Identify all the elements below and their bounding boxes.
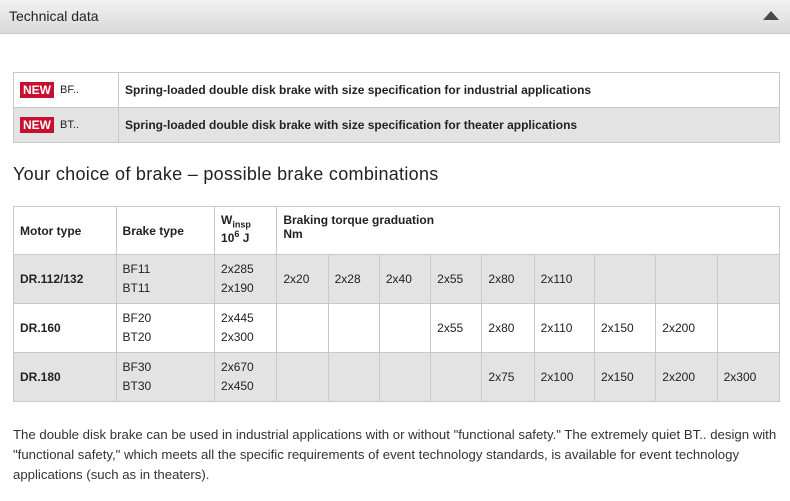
motor-type-cell: DR.160 xyxy=(14,304,117,353)
panel-title: Technical data xyxy=(9,8,99,24)
brake-model-row xyxy=(14,108,780,143)
torque-cell: 2x55 xyxy=(431,304,482,353)
brake-description: Spring-loaded double disk brake with size specification for theater applications xyxy=(119,108,780,143)
new-badge: NEW xyxy=(20,82,54,98)
torque-cell xyxy=(277,353,328,402)
table-row xyxy=(14,304,780,353)
description-note: The double disk brake can be used in industrial applications with or without "functional safety." The extremely quiet BT.. design with "functional safety," which meets all the specific requirements of event technology standards, is available for event technology applications (such as in theaters). xyxy=(13,427,777,482)
torque-cell: 2x200 xyxy=(656,353,717,402)
torque-cell xyxy=(594,255,655,304)
chevron-up-icon[interactable] xyxy=(763,11,779,20)
table-header-row xyxy=(14,207,780,255)
brake-type-cell: BF30 BT30 xyxy=(116,353,215,402)
torque-cell: 2x55 xyxy=(431,255,482,304)
brake-model-row xyxy=(14,73,780,108)
header-torque-graduation: Braking torque graduation Nm xyxy=(277,207,780,255)
brake-description: Spring-loaded double disk brake with size specification for industrial applications xyxy=(119,73,780,108)
torque-cell: 2x20 xyxy=(277,255,328,304)
torque-cell: 2x110 xyxy=(534,255,594,304)
torque-cell xyxy=(717,304,779,353)
brake-code-cell xyxy=(14,108,119,143)
brake-type-cell: BF11 BT11 xyxy=(116,255,215,304)
torque-cell xyxy=(717,255,779,304)
header-motor-type: Motor type xyxy=(14,207,117,255)
torque-cell: 2x75 xyxy=(482,353,534,402)
winsp-cell: 2x670 2x450 xyxy=(215,353,277,402)
torque-cell: 2x150 xyxy=(594,353,655,402)
torque-cell xyxy=(328,353,379,402)
brake-type-cell: BF20 BT20 xyxy=(116,304,215,353)
brake-models-table xyxy=(13,72,780,143)
torque-cell: 2x300 xyxy=(717,353,779,402)
torque-cell: 2x80 xyxy=(482,304,534,353)
torque-cell: 2x80 xyxy=(482,255,534,304)
motor-type-cell: DR.112/132 xyxy=(14,255,117,304)
winsp-cell: 2x285 2x190 xyxy=(215,255,277,304)
brake-code-cell xyxy=(14,73,119,108)
panel-header[interactable] xyxy=(0,0,790,34)
torque-cell: 2x100 xyxy=(534,353,594,402)
torque-cell: 2x200 xyxy=(656,304,717,353)
header-winsp: $W_{insp}$ $10^6$ J xyxy=(215,207,277,255)
torque-cell xyxy=(379,353,430,402)
new-badge: NEW xyxy=(20,117,54,133)
torque-cell xyxy=(379,304,430,353)
brake-combinations-table xyxy=(13,206,780,402)
torque-cell: 2x110 xyxy=(534,304,594,353)
winsp-cell: 2x445 2x300 xyxy=(215,304,277,353)
brake-code: BT.. xyxy=(60,119,79,131)
torque-cell: 2x40 xyxy=(379,255,430,304)
header-brake-type: Brake type xyxy=(116,207,215,255)
table-row xyxy=(14,255,780,304)
section-heading: Your choice of brake – possible brake combinations xyxy=(13,164,439,184)
table-row xyxy=(14,353,780,402)
motor-type-cell: DR.180 xyxy=(14,353,117,402)
torque-cell xyxy=(328,304,379,353)
torque-cell xyxy=(656,255,717,304)
torque-cell xyxy=(431,353,482,402)
torque-cell: 2x28 xyxy=(328,255,379,304)
torque-cell xyxy=(277,304,328,353)
brake-code: BF.. xyxy=(60,84,79,96)
torque-cell: 2x150 xyxy=(594,304,655,353)
